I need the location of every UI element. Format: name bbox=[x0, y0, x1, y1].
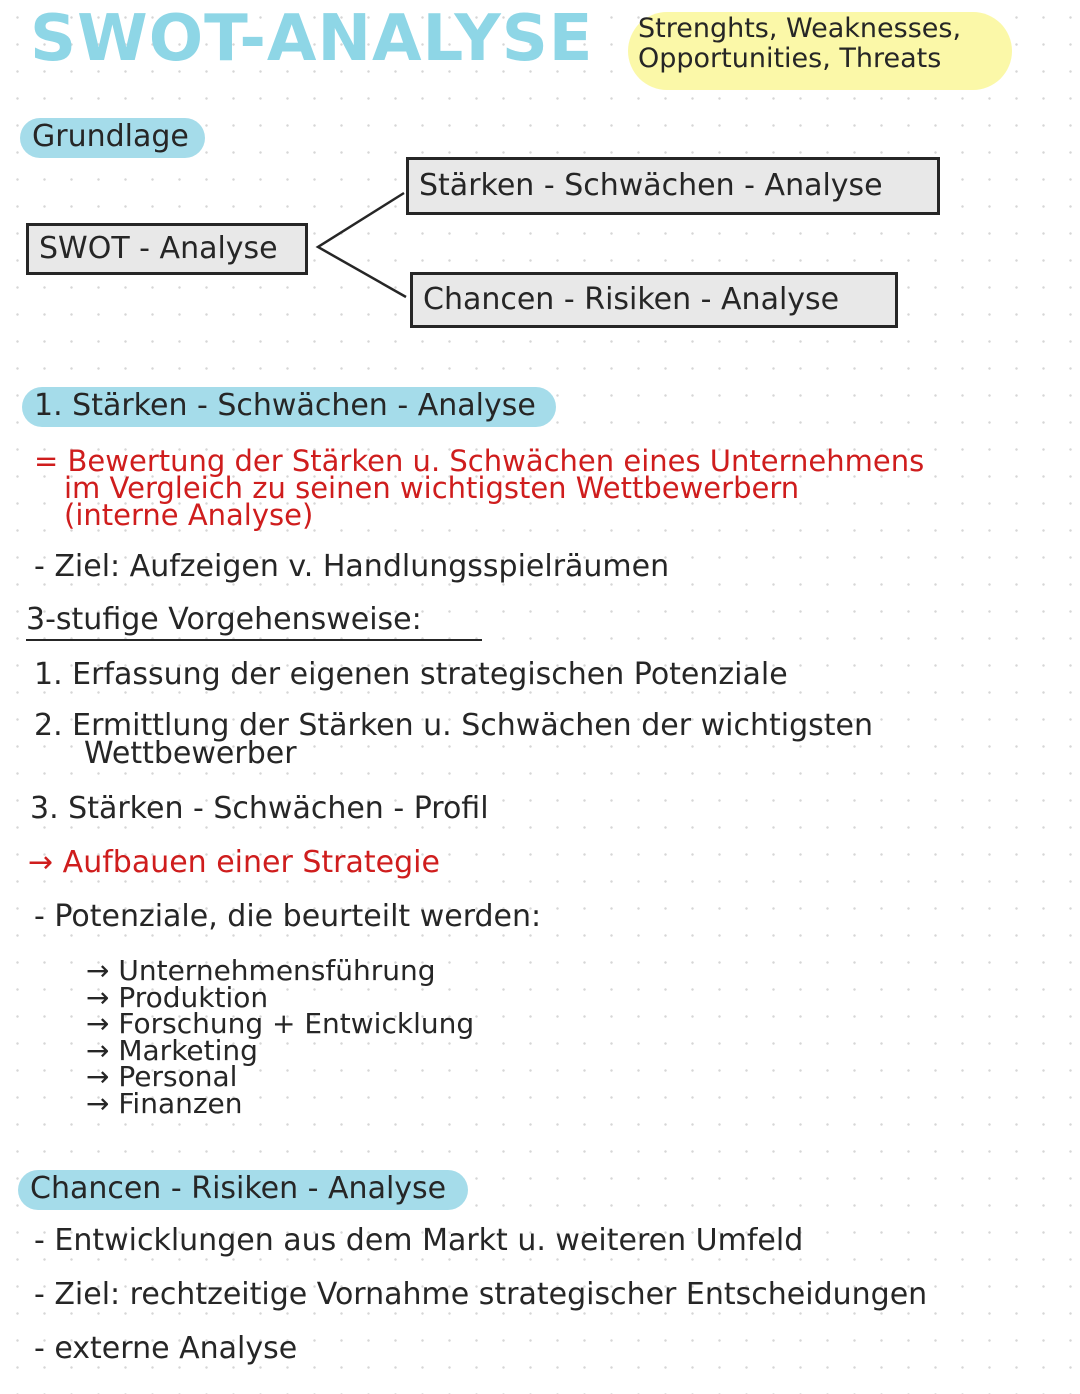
list-item: → Finanzen bbox=[86, 1086, 243, 1120]
definition-line-3: (interne Analyse) bbox=[64, 498, 314, 532]
list-item: → Personal bbox=[86, 1060, 238, 1093]
opportunities-risks-box bbox=[410, 272, 898, 328]
ziel-line: - Ziel: Aufzeigen v. Handlungsspielräumen bbox=[34, 549, 670, 584]
grundlage-label: Grundlage bbox=[20, 118, 205, 158]
definition-line-1: = Bewertung der Stärken u. Schwächen eines Unternehmens bbox=[34, 444, 925, 478]
steps-heading: 3-stufige Vorgehensweise: bbox=[26, 603, 482, 641]
step-2: 2. Ermittlung der Stärken u. Schwächen der wichtigsten bbox=[34, 708, 873, 743]
strategy-result: → Aufbauen einer Strategie bbox=[28, 845, 440, 880]
list-item: → Marketing bbox=[86, 1033, 258, 1067]
section2-heading: Chancen - Risiken - Analyse bbox=[18, 1170, 468, 1210]
potentials-heading: - Potenziale, die beurteilt werden: bbox=[34, 899, 542, 934]
branch-connector bbox=[308, 185, 418, 305]
opportunities-risks-label: Chancen - Risiken - Analyse bbox=[423, 282, 840, 317]
step-2-continued: Wettbewerber bbox=[84, 736, 297, 771]
list-item: → Forschung + Entwicklung bbox=[86, 1007, 475, 1040]
section2-bullet-2: - Ziel: rechtzeitige Vornahme strategischer Entscheidungen bbox=[34, 1277, 928, 1312]
page-title: SWOT-ANALYSE bbox=[30, 2, 594, 76]
step-3: 3. Stärken - Schwächen - Profil bbox=[30, 791, 489, 826]
subtitle-line-2: Opportunities, Threats bbox=[638, 43, 942, 74]
swot-root-label: SWOT - Analyse bbox=[39, 231, 278, 266]
list-item: → Unternehmensführung bbox=[86, 954, 436, 987]
potentials-list bbox=[86, 954, 475, 1120]
swot-subtitle bbox=[628, 12, 1012, 90]
definition-line-2: im Vergleich zu seinen wichtigsten Wettbewerbern bbox=[64, 471, 800, 505]
list-item: → Produktion bbox=[86, 980, 269, 1014]
section1-heading: 1. Stärken - Schwächen - Analyse bbox=[22, 387, 556, 427]
strengths-weaknesses-label: Stärken - Schwächen - Analyse bbox=[419, 168, 883, 203]
section2-bullet-1: - Entwicklungen aus dem Markt u. weiteren Umfeld bbox=[34, 1223, 804, 1258]
strengths-weaknesses-box bbox=[406, 157, 940, 215]
step-1: 1. Erfassung der eigenen strategischen Potenziale bbox=[34, 657, 788, 692]
section2-bullet-3: - externe Analyse bbox=[34, 1331, 298, 1366]
subtitle-line-1: Strenghts, Weaknesses, bbox=[638, 13, 962, 44]
swot-root-box bbox=[26, 223, 308, 275]
